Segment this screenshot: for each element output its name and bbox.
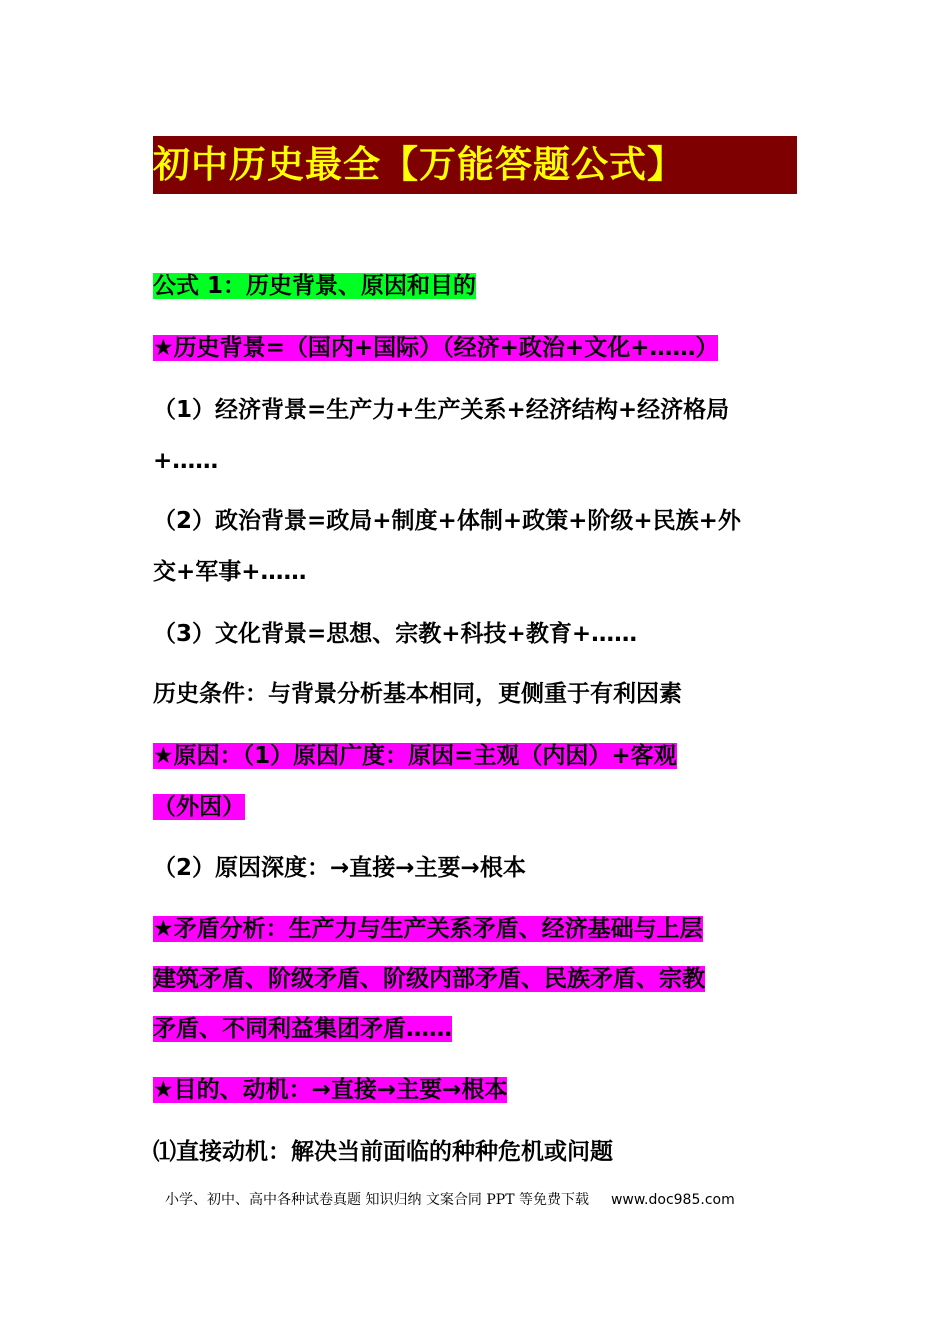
contradiction-analysis-1-text: ★矛盾分析：生产力与生产关系矛盾、经济基础与上层 <box>153 916 703 942</box>
political-background-cont: 交+军事+…… <box>153 559 307 585</box>
economic-background-cont: +…… <box>153 448 219 474</box>
cultural-background: （3）文化背景=思想、宗教+科技+教育+…… <box>153 621 638 647</box>
direct-motive: ⑴直接动机：解决当前面临的种种危机或问题 <box>153 1139 613 1165</box>
footer-text: 小学、初中、高中各种试卷真题 知识归纳 文案合同 PPT 等免费下载 <box>165 1192 589 1208</box>
historical-conditions: 历史条件：与背景分析基本相同，更侧重于有利因素 <box>153 681 682 707</box>
document-title: 初中历史最全【万能答题公式】 <box>153 136 797 194</box>
contradiction-analysis-1 <box>153 911 703 947</box>
formula-heading <box>153 268 476 304</box>
cause-breadth <box>153 738 677 774</box>
contradiction-analysis-2 <box>153 961 705 997</box>
contradiction-analysis-3 <box>153 1011 452 1047</box>
contradiction-analysis-2-text: 建筑矛盾、阶级矛盾、阶级内部矛盾、民族矛盾、宗教 <box>153 966 705 992</box>
purpose-motive <box>153 1072 507 1108</box>
political-background: （2）政治背景=政局+制度+体制+政策+阶级+民族+外 <box>153 508 741 534</box>
page-footer <box>165 1190 735 1210</box>
purpose-motive-text: ★目的、动机：→直接→主要→根本 <box>153 1077 508 1103</box>
background-formula-text: ★历史背景=（国内+国际）（经济+政治+文化+……） <box>153 335 719 361</box>
formula-heading-text: 公式 1：历史背景、原因和目的 <box>153 273 477 299</box>
contradiction-analysis-3-text: 矛盾、不同利益集团矛盾…… <box>153 1016 452 1042</box>
cause-breadth-cont-text: （外因） <box>153 794 245 820</box>
footer-url[interactable]: www.doc985.com <box>610 1192 735 1208</box>
economic-background: （1）经济背景=生产力+生产关系+经济结构+经济格局 <box>153 397 730 423</box>
cause-depth: （2）原因深度：→直接→主要→根本 <box>153 855 526 881</box>
cause-breadth-cont <box>153 789 245 825</box>
background-formula <box>153 330 718 366</box>
cause-breadth-text: ★原因：（1）原因广度：原因=主观（内因）+客观 <box>153 743 677 769</box>
